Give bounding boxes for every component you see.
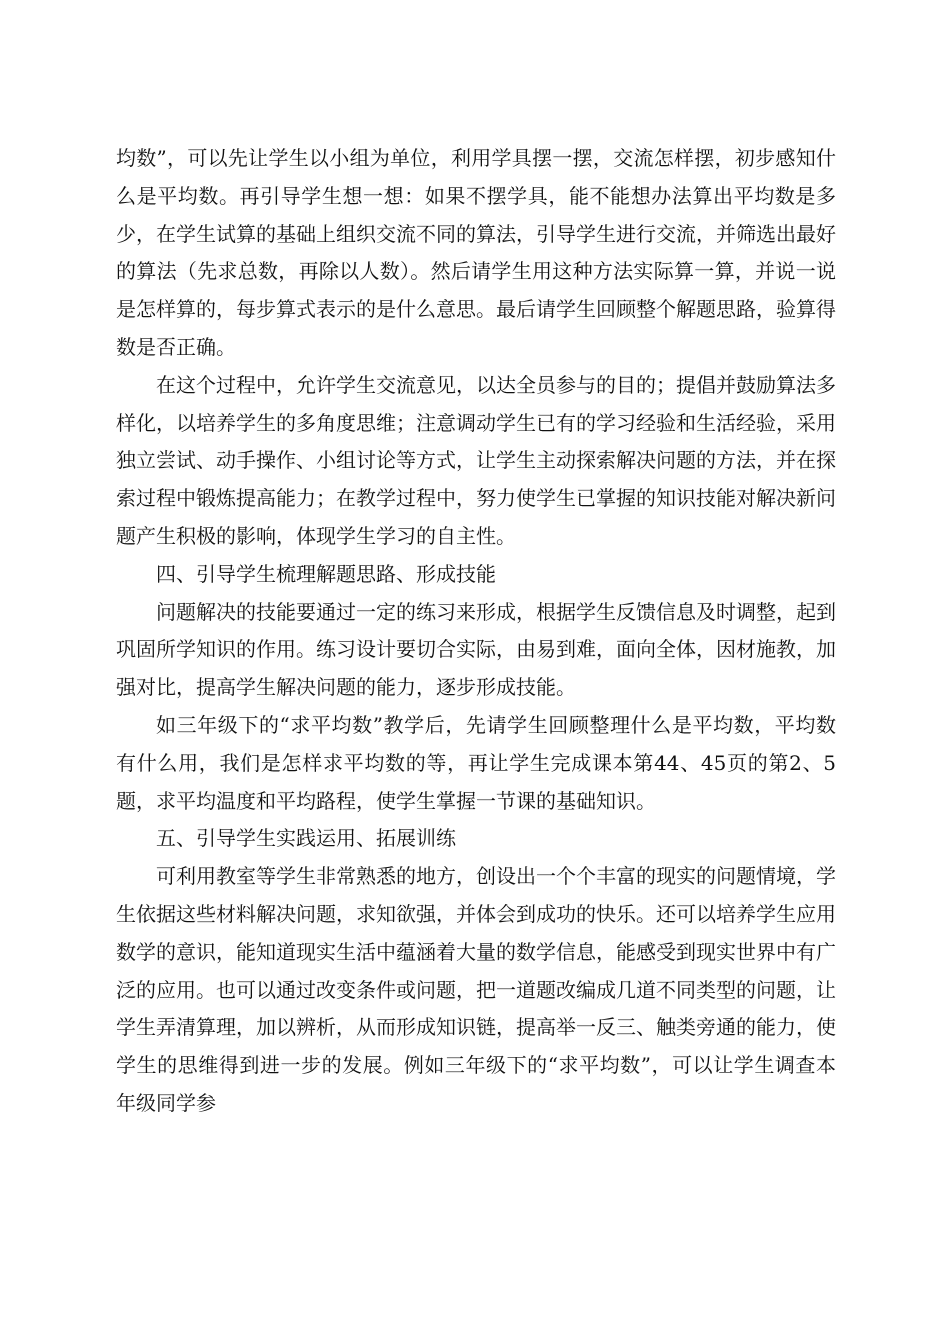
document-body: [116, 140, 836, 1123]
paragraph: 在这个过程中，允许学生交流意见，以达全员参与的目的；提倡并鼓励算法多样化，以培养学生的多角度思维；注意调动学生已有的学习经验和生活经验，采用独立尝试、动手操作、小组讨论等方式，让学生主动探索解决问题的方法，并在探索过程中锻炼提高能力；在教学过程中，努力使学生已掌握的知识技能对解决新问题产生积极的影响，体现学生学习的自主性。: [116, 372, 836, 548]
paragraph: 问题解决的技能要通过一定的练习来形成，根据学生反馈信息及时调整，起到巩固所学知识的作用。练习设计要切合实际，由易到难，面向全体，因材施教，加强对比，提高学生解决问题的能力，逐步形成技能。: [116, 599, 836, 700]
paragraph: 如三年级下的“求平均数”教学后，先请学生回顾整理什么是平均数，平均数有什么用，我们是怎样求平均数的等，再让学生完成课本第44、45页的第2、5题，求平均温度和平均路程，使学生掌握一节课的基础知识。: [116, 712, 836, 813]
section-heading-5: 五、引导学生实践运用、拓展训练: [156, 826, 456, 851]
paragraph-continued: 均数”，可以先让学生以小组为单位，利用学具摆一摆，交流怎样摆，初步感知什么是平均数。再引导学生想一想：如果不摆学具，能不能想办法算出平均数是多少，在学生试算的基础上组织交流不同的算法，引导学生进行交流，并筛选出最好的算法（先求总数，再除以人数）。然后请学生用这种方法实际算一算，并说一说是怎样算的，每步算式表示的是什么意思。最后请学生回顾整个解题思路，验算得数是否正确。: [116, 146, 836, 359]
paragraph: 可利用教室等学生非常熟悉的地方，创设出一个个丰富的现实的问题情境，学生依据这些材料解决问题，求知欲强，并体会到成功的快乐。还可以培养学生应用数学的意识，能知道现实生活中蕴涵着大量的数学信息，能感受到现实世界中有广泛的应用。也可以通过改变条件或问题，把一道题改编成几道不同类型的问题，让学生弄清算理，加以辨析，从而形成知识链，提高举一反三、触类旁通的能力，使学生的思维得到进一步的发展。例如三年级下的“求平均数”，可以让学生调查本年级同学参: [116, 864, 836, 1115]
section-heading-4: 四、引导学生梳理解题思路、形成技能: [156, 561, 496, 586]
